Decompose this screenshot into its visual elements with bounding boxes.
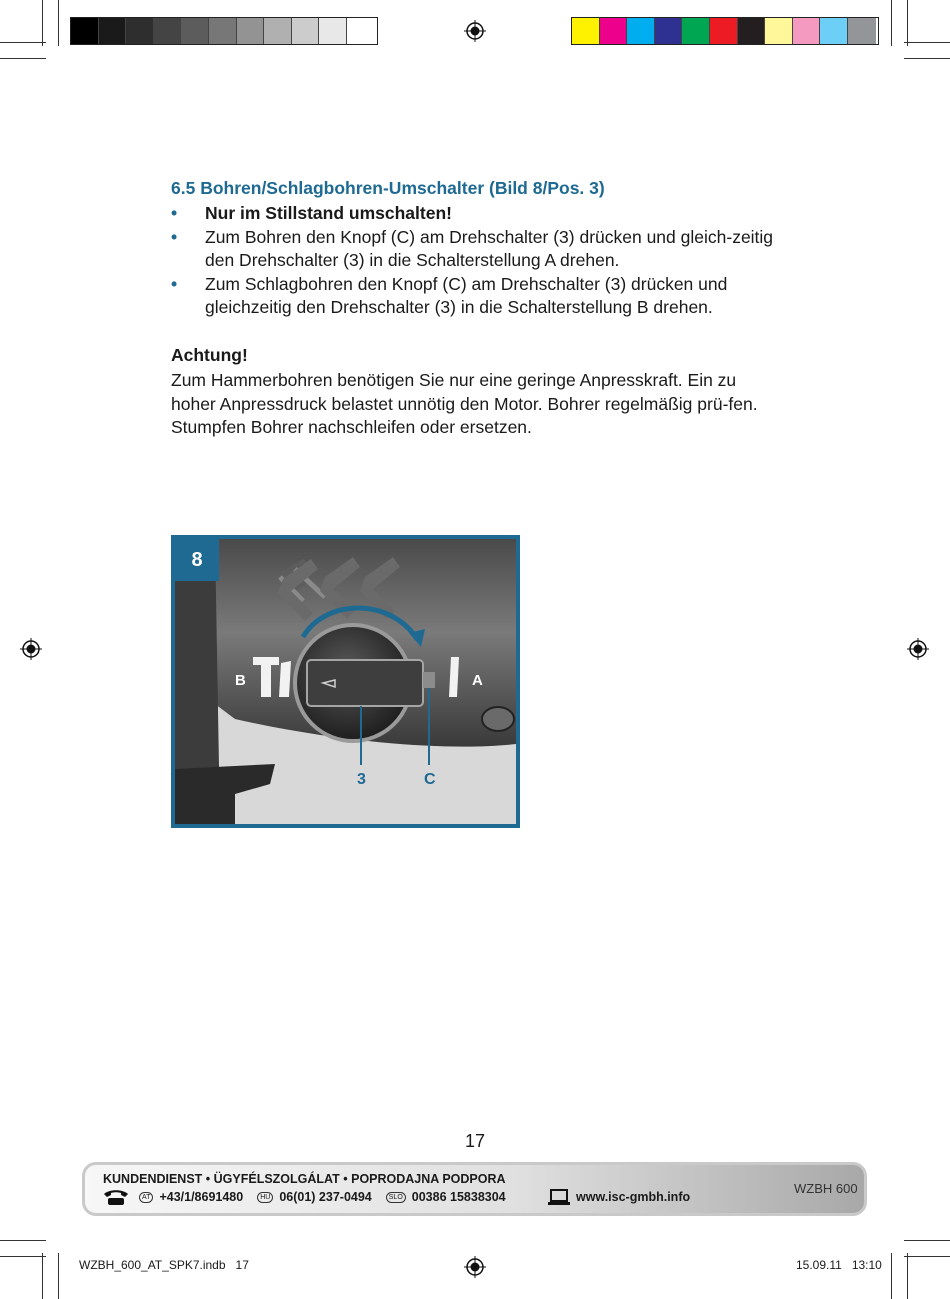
- color-swatch: [600, 18, 628, 44]
- page-number: 17: [464, 1131, 486, 1151]
- figure-label-a: A: [472, 672, 483, 689]
- color-swatch: [820, 18, 848, 44]
- crop-mark: [904, 1240, 950, 1241]
- list-item: [171, 202, 781, 226]
- warning-title: Achtung!: [171, 345, 248, 365]
- phone-number: +43/1/8691480: [159, 1190, 244, 1204]
- figure-number: 8: [175, 539, 219, 581]
- laptop-icon: [548, 1189, 570, 1205]
- color-swatch: [209, 18, 237, 44]
- crop-mark: [42, 0, 43, 46]
- crop-mark: [0, 58, 46, 59]
- service-title: KUNDENDIENST • ÜGYFÉLSZOLGÁLAT • POPRODAJNA PODPORA: [103, 1172, 506, 1186]
- crop-mark: [891, 0, 892, 46]
- color-swatch: [572, 18, 600, 44]
- color-swatch: [682, 18, 710, 44]
- crop-mark: [904, 1256, 950, 1257]
- country-badge-slo: SLO: [386, 1192, 406, 1203]
- website-link[interactable]: www.isc-gmbh.info: [576, 1190, 691, 1204]
- crop-mark: [891, 1253, 892, 1299]
- callout-c: C: [424, 771, 436, 788]
- crop-mark: [0, 1256, 46, 1257]
- color-swatch: [154, 18, 182, 44]
- bullet-icon: •: [171, 203, 178, 223]
- list-item-text: Zum Schlagbohren den Knopf (C) am Drehschalter (3) drücken und gleichzeitig den Drehschalter (3) in die Schalterstellung B drehen.: [205, 273, 728, 317]
- color-swatch: [347, 18, 375, 44]
- bullet-icon: •: [171, 273, 178, 294]
- color-swatch: [793, 18, 821, 44]
- figure-label-b: B: [235, 672, 246, 689]
- color-swatch: [99, 18, 127, 44]
- bullet-icon: •: [171, 226, 178, 247]
- service-phones: [103, 1189, 506, 1205]
- color-swatch: [71, 18, 99, 44]
- color-swatch: [181, 18, 209, 44]
- warning-text: Zum Hammerbohren benötigen Sie nur eine geringe Anpresskraft. Ein zu hoher Anpressdruck belastet unnötig den Motor. Bohrer regelmäßig prü-fen. Stumpfen Bohrer nachschleifen oder ersetzen.: [171, 370, 758, 437]
- phone-number: 06(01) 237-0494: [279, 1190, 372, 1204]
- color-swatch: [738, 18, 766, 44]
- registration-mark-icon: [20, 638, 42, 660]
- website-block: [548, 1189, 690, 1205]
- crop-mark: [0, 1240, 46, 1241]
- color-swatch: [627, 18, 655, 44]
- figure-8-photo: [171, 535, 520, 828]
- color-swatch: [292, 18, 320, 44]
- crop-mark: [58, 1253, 59, 1299]
- crop-mark: [904, 58, 950, 59]
- list-item-text: Nur im Stillstand umschalten!: [205, 203, 452, 223]
- color-swatch: [765, 18, 793, 44]
- color-swatch: [264, 18, 292, 44]
- color-swatch: [710, 18, 738, 44]
- grayscale-color-bar: [70, 17, 378, 45]
- list-item-text: Zum Bohren den Knopf (C) am Drehschalter (3) drücken und gleich-zeitig den Drehschalter (3) in die Schalterstellung A drehen.: [205, 226, 774, 270]
- section-heading: 6.5 Bohren/Schlagbohren-Umschalter (Bild 8/Pos. 3): [171, 178, 605, 198]
- phone-number: 00386 15838304: [411, 1190, 506, 1204]
- crop-mark: [907, 0, 908, 46]
- print-timestamp: 15.09.11 13:10: [796, 1258, 882, 1272]
- telephone-icon: [103, 1189, 129, 1205]
- country-badge-at: AT: [139, 1192, 153, 1203]
- print-file-slug: WZBH_600_AT_SPK7.indb 17: [79, 1258, 249, 1272]
- list-item: [171, 226, 781, 273]
- color-swatch: [237, 18, 265, 44]
- registration-mark-icon: [907, 638, 929, 660]
- crop-mark: [58, 0, 59, 46]
- country-badge-hu: HU: [257, 1192, 273, 1203]
- crop-mark: [904, 42, 950, 43]
- instruction-list: [171, 202, 781, 320]
- crop-mark: [42, 1253, 43, 1299]
- color-swatch: [126, 18, 154, 44]
- registration-mark-icon: [464, 20, 486, 42]
- list-item: [171, 273, 781, 320]
- registration-mark-icon: [464, 1256, 486, 1278]
- process-color-bar: [571, 17, 879, 45]
- color-swatch: [655, 18, 683, 44]
- color-swatch: [319, 18, 347, 44]
- drill-switch-illustration: [175, 539, 516, 824]
- crop-mark: [0, 42, 46, 43]
- callout-3: 3: [357, 771, 366, 788]
- color-swatch: [848, 18, 876, 44]
- model-name: WZBH 600: [794, 1181, 858, 1196]
- crop-mark: [907, 1253, 908, 1299]
